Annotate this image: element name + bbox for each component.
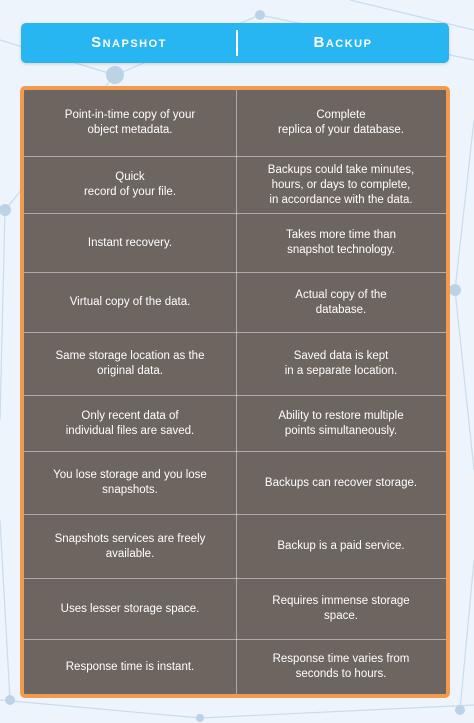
snapshot-cell: Only recent data of individual files are saved.: [65, 409, 195, 437]
table-row: [24, 579, 446, 639]
backup-cell: Requires immense storage space.: [272, 595, 410, 622]
backup-cell: Ability to restore multiple points simultaneously.: [278, 409, 404, 437]
backup-cell: Backups can recover storage.: [264, 476, 418, 489]
table-row: [24, 273, 446, 332]
backup-cell: Backup is a paid service.: [277, 540, 405, 552]
backup-cell: Backups could take minutes, hours, or days to complete, in accordance with the data.: [267, 163, 415, 206]
backup-cell: Saved data is kept in a separate location.: [284, 350, 398, 377]
table-row: [24, 157, 446, 213]
table-row: [24, 515, 446, 578]
snapshot-cell: Point-in-time copy of your object metadata.: [64, 109, 196, 136]
snapshot-cell: Same storage location as the original data.: [55, 350, 205, 377]
backup-cell: Response time varies from seconds to hours.: [272, 653, 410, 680]
backup-cell: Complete replica of your database.: [278, 109, 404, 136]
table-row: [24, 452, 446, 514]
backup-header: Backup: [313, 34, 373, 51]
snapshot-cell: Instant recovery.: [87, 236, 173, 249]
snapshot-cell: Response time is instant.: [65, 660, 195, 673]
comparison-table: [20, 86, 450, 698]
table-row: [24, 214, 446, 272]
table-row: [24, 640, 446, 694]
snapshot-cell: Virtual copy of the data.: [69, 296, 191, 308]
snapshot-cell: Snapshots services are freely available.: [54, 532, 206, 560]
backup-cell: Takes more time than snapshot technology.: [286, 229, 396, 256]
snapshot-cell: Uses lesser storage space.: [60, 602, 200, 615]
snapshot-cell: Quick record of your file.: [83, 171, 177, 198]
table-row: [24, 90, 446, 156]
table-row: [24, 396, 446, 451]
table-row: [24, 333, 446, 395]
backup-cell: Actual copy of the database.: [295, 288, 387, 316]
comparison-header: [21, 23, 449, 63]
snapshot-header: Snapshot: [91, 34, 167, 51]
snapshot-cell: You lose storage and you lose snapshots.: [53, 469, 207, 496]
